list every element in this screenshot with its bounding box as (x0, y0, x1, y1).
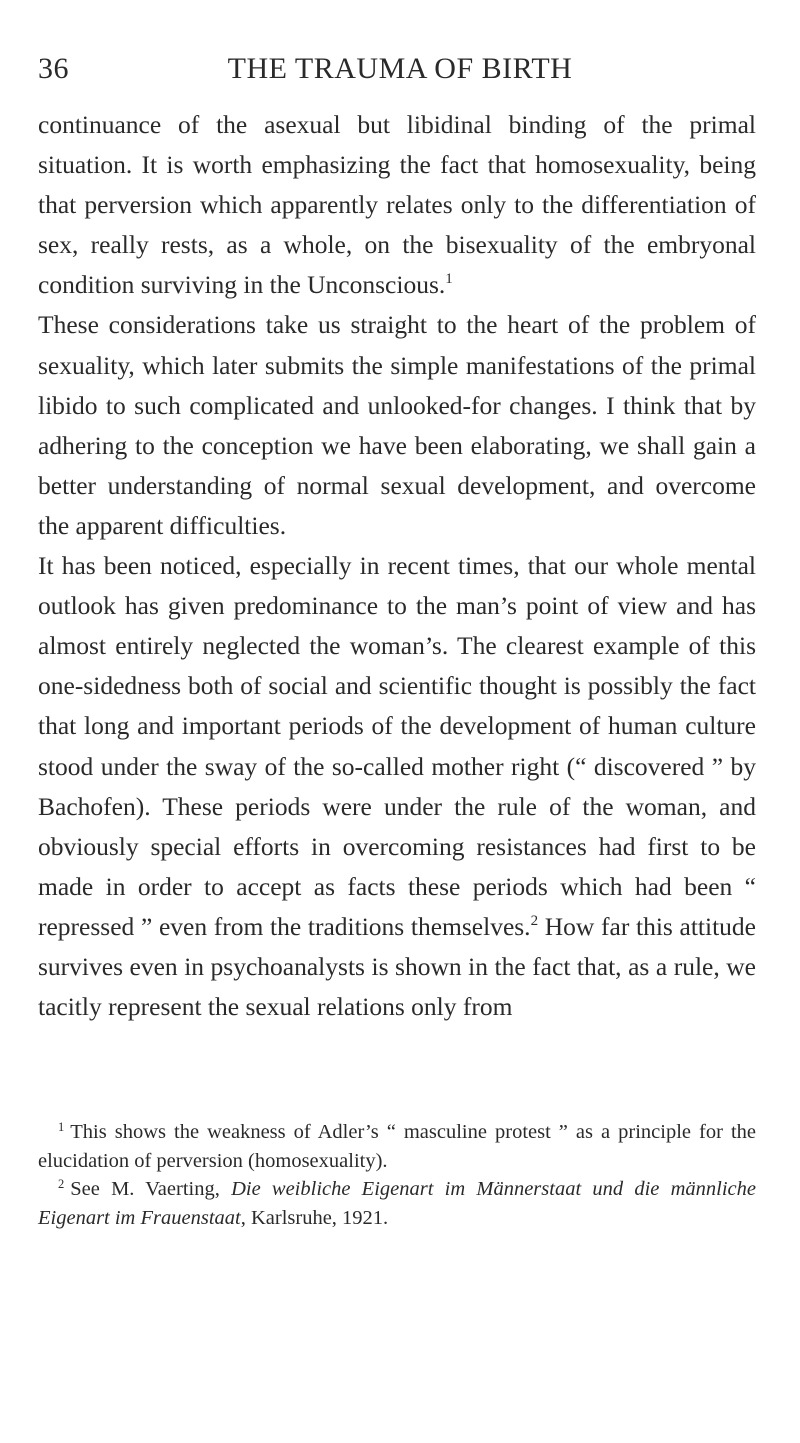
footnote-1-mark: 1 (58, 1120, 65, 1134)
paragraph-3-text-a: It has been noticed, especially in recent times, that our whole mental outlook has given predominance to the man’s point of view and has almost entirely neglected the woman’s. The clearest example of this one-sidedness both of social and scientific thought is possibly the fact that long and important periods of the development of human culture stood under the sway of the so-called mother right (“ discovered ” by Bachofen). These periods were under the rule of the woman, and obviously special efforts in overcoming resistances had first to be made in order to accept as facts these periods which had been “ repressed ” even from the traditions themselves. (38, 551, 756, 941)
footnote-ref-1: 1 (445, 271, 453, 288)
running-title: THE TRAUMA OF BIRTH (227, 52, 573, 85)
body-text (38, 105, 756, 1027)
footnote-2 (38, 1175, 756, 1232)
page-number: 36 (38, 52, 69, 85)
footnote-2-mark: 2 (58, 1177, 65, 1191)
paragraph-3 (38, 546, 756, 1027)
paragraph-2: These considerations take us straight to the heart of the problem of sexuality, which later submits the simple manifestations of the primal libido to such complicated and unlooked-for changes. I think that by adhering to the conception we have been elaborating, we shall gain a better understanding of normal sexual development, and overcome the apparent difficulties. (38, 310, 756, 540)
footnote-ref-2: 2 (530, 912, 539, 929)
paragraph-1-text: continuance of the asexual but libidinal binding of the primal situation. It is worth emphasizing the fact that homosexuality, being that perversion which apparently relates only to the differentiation of sex, really rests, as a whole, on the bisexuality of the embryonal condition surviving in the Unconscious. (38, 110, 756, 300)
footnote-2-text-b: , Karlsruhe, 1921. (240, 1206, 389, 1229)
paragraph-3-text-b: How far this attitude survives even in psychoanalysts is shown in the fact that, as a rule, we tacitly represent the sexual relations only from (38, 911, 756, 1022)
running-head (38, 52, 762, 92)
footnote-2-text-a: See M. Vaerting, (70, 1178, 232, 1200)
footnote-2-title: Die weibliche Eigenart im Männerstaat und die männliche Eigenart im Frauenstaat (38, 1178, 756, 1229)
footnotes (38, 1118, 756, 1232)
paragraph-1 (38, 105, 756, 305)
footnote-1 (38, 1118, 756, 1175)
footnote-1-text: This shows the weakness of Adler’s “ masculine protest ” as a principle for the elucidation of perversion (homosexuality). (38, 1121, 756, 1172)
